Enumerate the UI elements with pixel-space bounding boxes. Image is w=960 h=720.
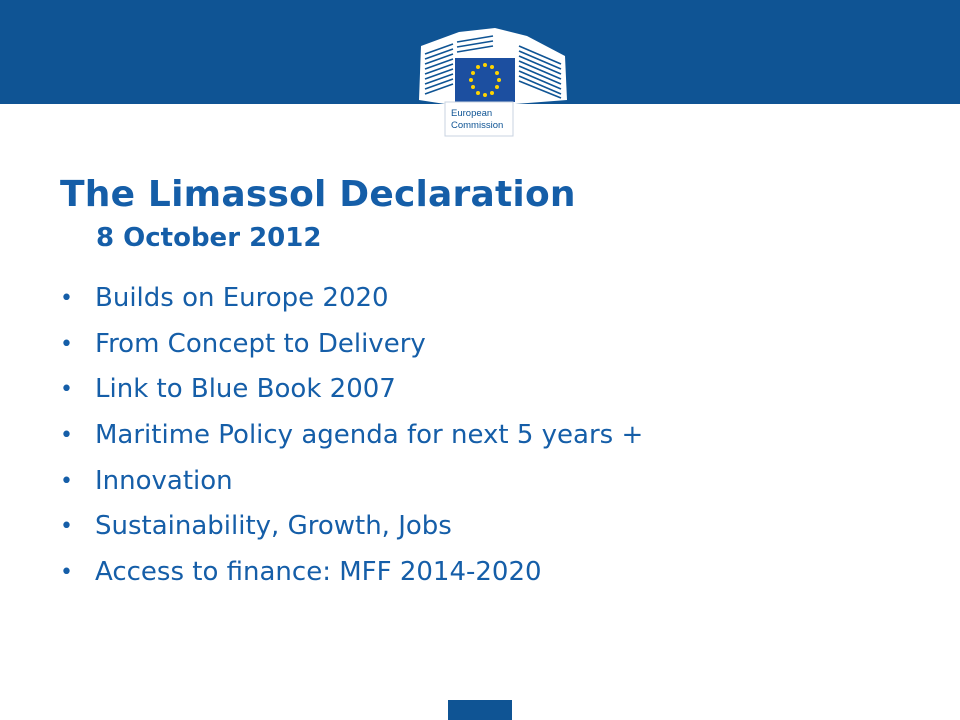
bullet-dot: • bbox=[60, 514, 73, 540]
bullet-text: Sustainability, Growth, Jobs bbox=[95, 511, 452, 542]
bullet-item bbox=[60, 322, 643, 368]
bullet-text: Link to Blue Book 2007 bbox=[95, 374, 396, 405]
building-icon bbox=[415, 28, 575, 138]
logo-text-line1: European bbox=[451, 108, 493, 119]
bullet-text: Access to finance: MFF 2014-2020 bbox=[95, 557, 542, 588]
european-commission-logo bbox=[415, 28, 575, 138]
bullet-dot: • bbox=[60, 331, 73, 357]
logo-text-line2: Commission bbox=[451, 120, 504, 131]
bullet-item bbox=[60, 459, 643, 505]
bullet-dot: • bbox=[60, 468, 73, 494]
bullet-text: Builds on Europe 2020 bbox=[95, 283, 389, 313]
bullet-item bbox=[60, 276, 643, 322]
bullet-dot: • bbox=[60, 560, 73, 586]
bullet-dot: • bbox=[60, 377, 73, 403]
bullet-dot: • bbox=[60, 286, 73, 311]
bullet-text: Maritime Policy agenda for next 5 years + bbox=[95, 420, 644, 451]
bullet-text: Innovation bbox=[95, 465, 233, 496]
bullet-item bbox=[60, 367, 643, 413]
bullet-item bbox=[60, 550, 643, 596]
bullet-item bbox=[60, 504, 643, 550]
slide-title: The Limassol Declaration bbox=[60, 174, 576, 215]
bullet-dot: • bbox=[60, 423, 73, 449]
footer-tab bbox=[448, 700, 512, 720]
slide-subtitle: 8 October 2012 bbox=[96, 223, 322, 253]
bullet-list bbox=[60, 276, 643, 596]
bullet-item bbox=[60, 413, 643, 459]
bullet-text: From Concept to Delivery bbox=[95, 328, 426, 359]
